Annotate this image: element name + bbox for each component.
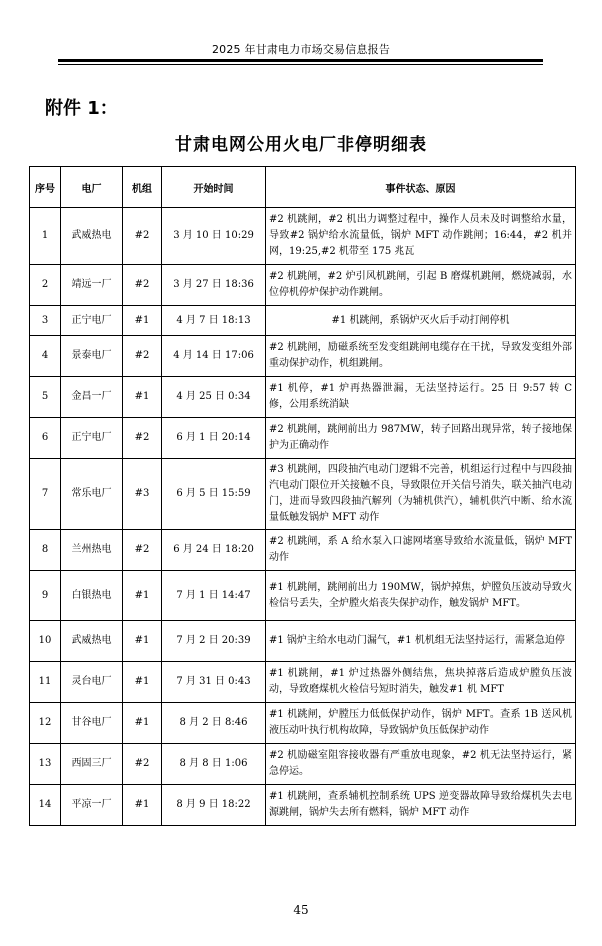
header-rule-thick <box>58 59 543 62</box>
table-row <box>30 744 576 785</box>
column-header-no: 序号 <box>30 167 61 208</box>
cell-unit: #2 <box>123 208 162 265</box>
cell-unit: #2 <box>123 336 162 377</box>
cell-start-time: 8 月 8 日 1:06 <box>162 744 266 785</box>
cell-start-time: 4 月 14 日 17:06 <box>162 336 266 377</box>
cell-start-time: 6 月 24 日 18:20 <box>162 530 266 571</box>
cell-plant: 甘谷电厂 <box>61 703 123 744</box>
cell-start-time: 7 月 1 日 14:47 <box>162 571 266 621</box>
cell-plant: 武威热电 <box>61 621 123 662</box>
cell-unit: #1 <box>123 377 162 418</box>
cell-start-time: 4 月 25 日 0:34 <box>162 377 266 418</box>
cell-event: #1 机跳闸，跳闸前出力 190MW，锅炉掉焦，炉膛负压波动导致火检信号丢失，全炉膛火焰丧失保护动作，触发锅炉 MFT。 <box>266 571 576 621</box>
cell-no: 12 <box>30 703 61 744</box>
cell-unit: #1 <box>123 785 162 826</box>
cell-event: #2 机跳闸，#2 炉引风机跳闸，引起 B 磨煤机跳闸，燃烧减弱，水位停机停炉保护动作跳闸。 <box>266 265 576 306</box>
cell-event: #1 机跳闸，系锅炉灭火后手动打闸停机 <box>266 306 576 336</box>
cell-event: #2 机跳闸，励磁系统至发变组跳闸电缆存在干扰，导致发变组外部重动保护动作，机组跳闸。 <box>266 336 576 377</box>
cell-plant: 兰州热电 <box>61 530 123 571</box>
cell-start-time: 8 月 2 日 8:46 <box>162 703 266 744</box>
cell-no: 10 <box>30 621 61 662</box>
cell-no: 6 <box>30 418 61 459</box>
cell-unit: #3 <box>123 459 162 530</box>
cell-plant: 武威热电 <box>61 208 123 265</box>
cell-no: 7 <box>30 459 61 530</box>
cell-no: 4 <box>30 336 61 377</box>
cell-start-time: 7 月 2 日 20:39 <box>162 621 266 662</box>
cell-unit: #1 <box>123 662 162 703</box>
cell-event: #3 机跳闸，四段抽汽电动门逻辑不完善，机组运行过程中与四段抽汽电动门限位开关接触不良，导致限位开关信号消失，联关抽汽电动门，进而导致四段抽汽解列（为辅机供汽），辅机供汽中断、给水流量低触发锅炉 MFT 动作 <box>266 459 576 530</box>
table-row <box>30 571 576 621</box>
cell-plant: 常乐电厂 <box>61 459 123 530</box>
column-header-event: 事件状态、原因 <box>266 167 576 208</box>
header-rule-thin <box>58 64 543 65</box>
cell-event: #1 机跳闸，炉膛压力低低保护动作，锅炉 MFT。查系 1B 送风机液压动叶执行机构故障，导致锅炉负压低保护动作 <box>266 703 576 744</box>
cell-plant: 平凉一厂 <box>61 785 123 826</box>
cell-no: 9 <box>30 571 61 621</box>
column-header-unit: 机组 <box>123 167 162 208</box>
cell-plant: 西固三厂 <box>61 744 123 785</box>
table-row <box>30 459 576 530</box>
cell-plant: 景泰电厂 <box>61 336 123 377</box>
cell-start-time: 3 月 10 日 10:29 <box>162 208 266 265</box>
cell-no: 8 <box>30 530 61 571</box>
cell-start-time: 3 月 27 日 18:36 <box>162 265 266 306</box>
cell-start-time: 8 月 9 日 18:22 <box>162 785 266 826</box>
report-header-title: 2025 年甘肃电力市场交易信息报告 <box>211 43 391 56</box>
cell-plant: 正宁电厂 <box>61 418 123 459</box>
attachment-label: 附件 1： <box>45 98 118 119</box>
table-row <box>30 418 576 459</box>
cell-unit: #1 <box>123 703 162 744</box>
cell-unit: #2 <box>123 530 162 571</box>
table-title: 甘肃电网公用火电厂非停明细表 <box>175 135 427 155</box>
cell-unit: #1 <box>123 306 162 336</box>
cell-no: 1 <box>30 208 61 265</box>
table-row <box>30 336 576 377</box>
cell-no: 5 <box>30 377 61 418</box>
cell-plant: 白银热电 <box>61 571 123 621</box>
outage-detail-table <box>29 166 576 826</box>
cell-event: #2 机励磁室阻容接收器有严重放电现象，#2 机无法坚持运行，紧急停运。 <box>266 744 576 785</box>
table-row <box>30 208 576 265</box>
column-header-start-time: 开始时间 <box>162 167 266 208</box>
table-header-row <box>30 167 576 208</box>
cell-plant: 正宁电厂 <box>61 306 123 336</box>
cell-no: 13 <box>30 744 61 785</box>
cell-start-time: 6 月 1 日 20:14 <box>162 418 266 459</box>
cell-no: 3 <box>30 306 61 336</box>
table-row <box>30 703 576 744</box>
cell-unit: #2 <box>123 265 162 306</box>
cell-event: #2 机跳闸，系 A 给水泵入口滤网堵塞导致给水流量低，锅炉 MFT 动作 <box>266 530 576 571</box>
cell-unit: #1 <box>123 571 162 621</box>
table-row <box>30 621 576 662</box>
cell-event: #2 机跳闸，跳闸前出力 987MW，转子回路出现异常，转子接地保护为正确动作 <box>266 418 576 459</box>
cell-no: 11 <box>30 662 61 703</box>
cell-plant: 靖远一厂 <box>61 265 123 306</box>
cell-start-time: 6 月 5 日 15:59 <box>162 459 266 530</box>
column-header-plant: 电厂 <box>61 167 123 208</box>
cell-no: 2 <box>30 265 61 306</box>
table-row <box>30 785 576 826</box>
cell-event: #2 机跳闸，#2 机出力调整过程中，操作人员未及时调整给水量，导致#2 锅炉给水流量低，锅炉 MFT 动作跳闸；16:44，#2 机并网，19:25,#2 机带至 175 兆瓦 <box>266 208 576 265</box>
cell-start-time: 4 月 7 日 18:13 <box>162 306 266 336</box>
cell-event: #1 机跳闸，#1 炉过热器外侧结焦，焦块掉落后造成炉膛负压波动，导致磨煤机火检信号短时消失，触发#1 机 MFT <box>266 662 576 703</box>
table-row <box>30 530 576 571</box>
table-row <box>30 265 576 306</box>
cell-plant: 灵台电厂 <box>61 662 123 703</box>
page-number: 45 <box>293 903 309 917</box>
cell-unit: #2 <box>123 418 162 459</box>
cell-event: #1 机跳闸，查系辅机控制系统 UPS 逆变器故障导致给煤机失去电源跳闸，锅炉失去所有燃料，锅炉 MFT 动作 <box>266 785 576 826</box>
cell-event: #1 机停，#1 炉再热器泄漏，无法坚持运行。25 日 9:57 转 C 修，公用系统消缺 <box>266 377 576 418</box>
cell-plant: 金昌一厂 <box>61 377 123 418</box>
cell-unit: #1 <box>123 621 162 662</box>
cell-no: 14 <box>30 785 61 826</box>
cell-event: #1 锅炉主给水电动门漏气，#1 机机组无法坚持运行，需紧急迫停 <box>266 621 576 662</box>
table-row <box>30 662 576 703</box>
table-row <box>30 377 576 418</box>
table-row <box>30 306 576 336</box>
cell-start-time: 7 月 31 日 0:43 <box>162 662 266 703</box>
cell-unit: #2 <box>123 744 162 785</box>
